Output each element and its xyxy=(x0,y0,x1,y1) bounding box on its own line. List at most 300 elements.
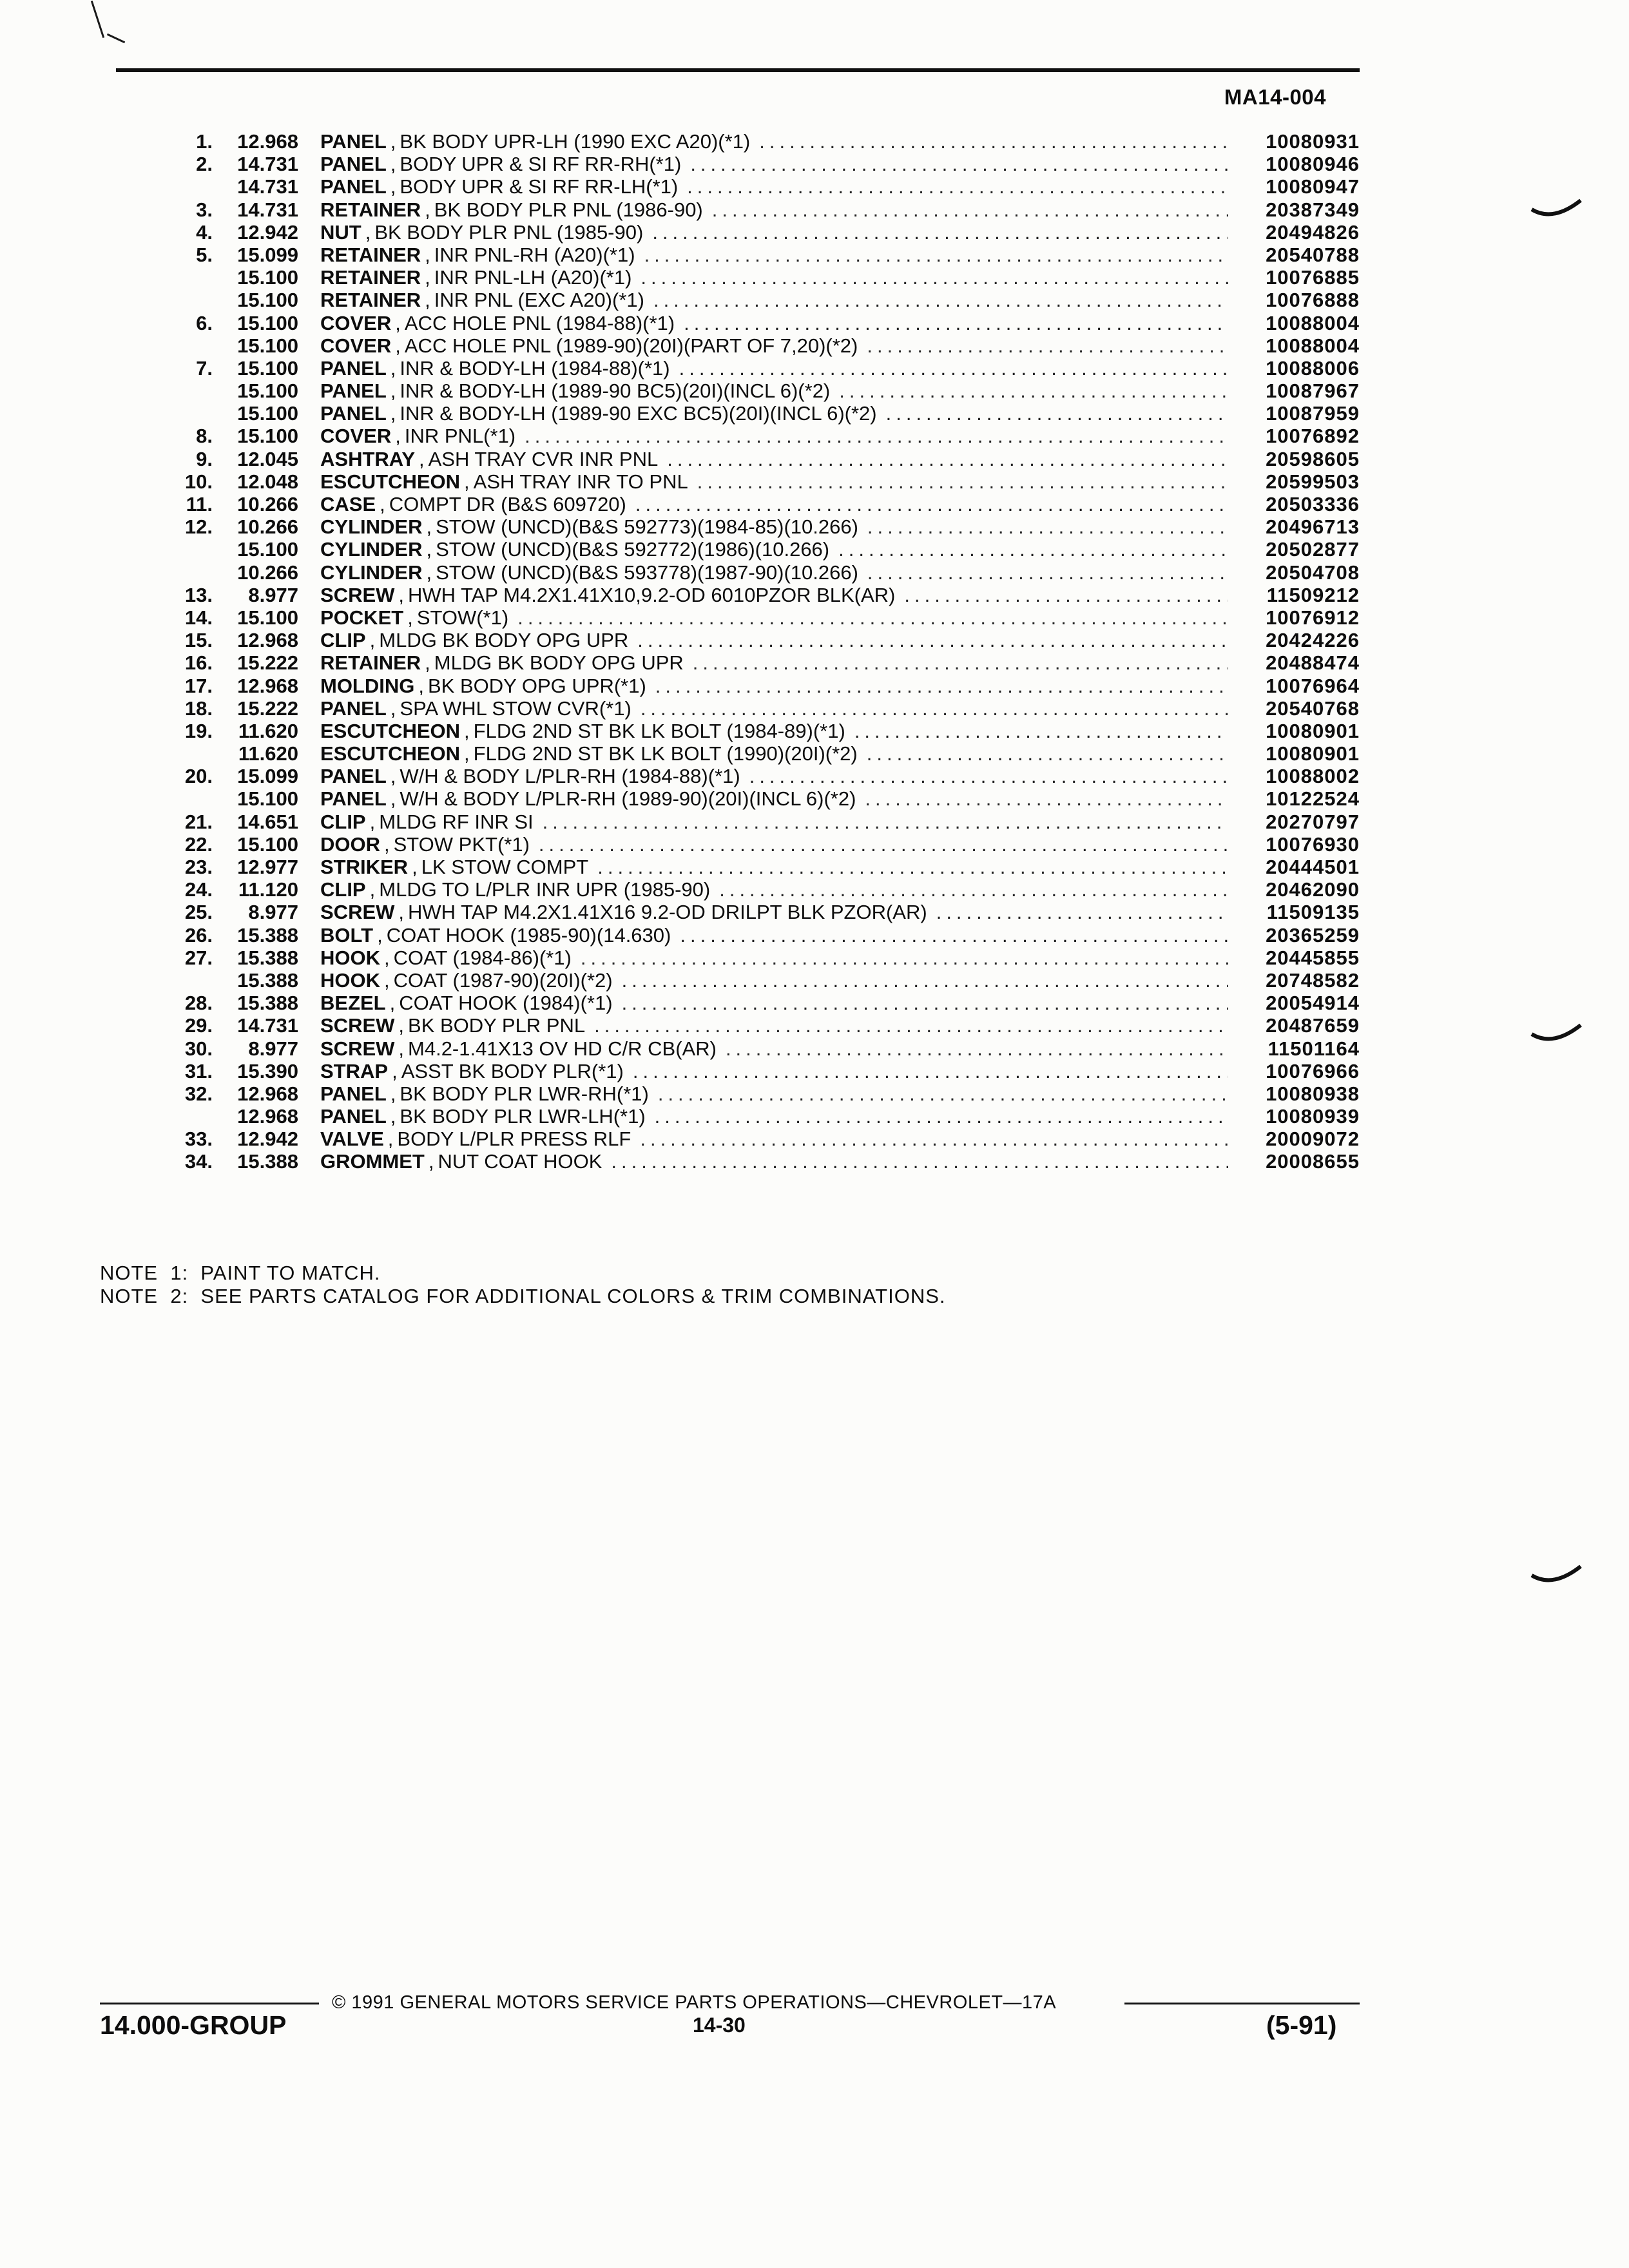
separator: , xyxy=(390,130,396,153)
group-number: 10.266 xyxy=(237,515,298,539)
dot-leader xyxy=(653,289,1228,311)
parts-row xyxy=(161,175,1360,198)
group-number: 8.977 xyxy=(248,583,298,606)
part-number: 10080931 xyxy=(1266,130,1360,153)
part-detail: BK BODY PLR PNL (1985-90) xyxy=(374,220,644,244)
ref-number: 25. xyxy=(184,901,213,924)
separator: , xyxy=(390,356,396,380)
separator: , xyxy=(390,1105,396,1128)
separator: , xyxy=(369,878,376,901)
group-number: 15.100 xyxy=(237,311,298,334)
group-number: 8.977 xyxy=(248,901,298,924)
group-number: 11.620 xyxy=(238,742,298,765)
part-name: SCREW xyxy=(320,901,395,924)
group-number: 15.100 xyxy=(237,402,298,425)
part-number: 10088004 xyxy=(1266,311,1360,334)
part-detail: STOW (UNCD)(B&S 592773)(1984-85)(10.266) xyxy=(436,515,858,539)
dot-leader xyxy=(867,561,1228,584)
parts-row xyxy=(161,198,1360,221)
dot-leader xyxy=(525,425,1228,447)
ref-number: 1. xyxy=(196,130,213,153)
group-number: 15.100 xyxy=(237,380,298,403)
part-name: PANEL xyxy=(320,1082,387,1105)
part-description xyxy=(313,175,1237,198)
part-detail: HWH TAP M4.2X1.41X10,9.2-OD 6010PZOR BLK(AR) xyxy=(408,583,896,606)
part-detail: INR PNL-LH (A20)(*1) xyxy=(434,266,632,289)
part-number: 10076930 xyxy=(1266,832,1360,856)
group-number: 15.100 xyxy=(237,832,298,856)
part-description xyxy=(313,742,1237,765)
part-description xyxy=(313,493,1237,515)
part-number: 10080901 xyxy=(1266,719,1360,742)
group-number: 12.942 xyxy=(237,220,298,244)
dot-leader xyxy=(594,1014,1228,1037)
part-detail: BK BODY PLR LWR-RH(*1) xyxy=(400,1082,649,1105)
part-detail: COAT HOOK (1985-90)(14.630) xyxy=(386,923,671,947)
footer-rule-left xyxy=(100,2003,319,2004)
part-description xyxy=(313,1082,1237,1105)
part-description xyxy=(313,266,1237,289)
ref-number: 22. xyxy=(184,832,213,856)
part-detail: NUT COAT HOOK xyxy=(438,1150,602,1173)
dot-leader xyxy=(719,878,1228,901)
separator: , xyxy=(390,765,396,788)
part-number: 20598605 xyxy=(1266,447,1360,470)
parts-row xyxy=(161,425,1360,447)
ref-number: 9. xyxy=(196,447,213,470)
part-number: 10080938 xyxy=(1266,1082,1360,1105)
ref-number: 24. xyxy=(184,878,213,901)
part-detail: FLDG 2ND ST BK LK BOLT (1984-89)(*1) xyxy=(473,719,845,742)
part-number: 10076892 xyxy=(1266,425,1360,448)
part-name: BEZEL xyxy=(320,992,386,1015)
ref-number: 17. xyxy=(184,674,213,697)
ref-number: 13. xyxy=(184,583,213,606)
part-description xyxy=(313,833,1237,856)
part-name: RETAINER xyxy=(320,266,421,289)
parts-row xyxy=(161,651,1360,674)
dot-leader xyxy=(904,584,1228,606)
parts-row xyxy=(161,1037,1360,1060)
part-name: RETAINER xyxy=(320,198,421,221)
ref-number: 32. xyxy=(184,1082,213,1105)
part-detail: COAT (1984-86)(*1) xyxy=(393,946,572,969)
part-number: 10076912 xyxy=(1266,606,1360,629)
separator: , xyxy=(390,153,396,176)
part-number: 10088002 xyxy=(1266,765,1360,788)
part-name: COVER xyxy=(320,425,392,448)
part-detail: ACC HOLE PNL (1984-88)(*1) xyxy=(404,311,675,334)
ref-number: 34. xyxy=(184,1150,213,1173)
part-number: 10087967 xyxy=(1266,380,1360,403)
part-description xyxy=(313,697,1237,720)
separator: , xyxy=(425,266,430,289)
part-number: 20387349 xyxy=(1266,198,1360,221)
part-detail: MLDG BK BODY OPG UPR xyxy=(379,629,629,652)
dot-leader xyxy=(633,1060,1228,1082)
part-name: CLIP xyxy=(320,629,366,652)
group-number: 10.266 xyxy=(237,493,298,515)
parts-row xyxy=(161,1082,1360,1105)
part-description xyxy=(313,402,1237,425)
part-name: PANEL xyxy=(320,356,387,380)
part-number: 11509212 xyxy=(1266,583,1360,606)
separator: , xyxy=(412,856,418,878)
parts-row xyxy=(161,969,1360,992)
dot-leader xyxy=(697,470,1228,493)
dot-leader xyxy=(712,198,1228,221)
dot-leader xyxy=(652,221,1228,244)
separator: , xyxy=(395,425,401,448)
page-number: 14-30 xyxy=(693,2013,746,2037)
part-detail: BODY UPR & SI RF RR-RH(*1) xyxy=(400,153,682,176)
part-detail: INR & BODY-LH (1989-90 EXC BC5)(20I)(INCL 6)(*2) xyxy=(400,402,877,425)
part-number: 20502877 xyxy=(1266,538,1360,561)
top-rule xyxy=(116,68,1360,72)
part-number: 20503336 xyxy=(1266,493,1360,515)
part-description xyxy=(313,312,1237,334)
part-name: STRAP xyxy=(320,1059,389,1082)
parts-row xyxy=(161,811,1360,833)
parts-row xyxy=(161,606,1360,629)
part-detail: STOW(*1) xyxy=(416,606,509,629)
ref-number: 10. xyxy=(184,470,213,493)
part-description xyxy=(313,244,1237,266)
part-detail: ASH TRAY INR TO PNL xyxy=(473,470,688,493)
part-description xyxy=(313,629,1237,651)
dot-leader xyxy=(867,515,1228,538)
group-number: 15.100 xyxy=(237,425,298,448)
part-detail: BK BODY PLR LWR-LH(*1) xyxy=(400,1105,646,1128)
part-description xyxy=(313,221,1237,244)
part-description xyxy=(313,334,1237,357)
part-name: ASHTRAY xyxy=(320,447,415,470)
dot-leader xyxy=(886,402,1228,425)
part-name: SCREW xyxy=(320,1037,395,1060)
part-detail: INR PNL(*1) xyxy=(404,425,516,448)
ref-number: 4. xyxy=(196,220,213,244)
notes xyxy=(100,1262,946,1308)
group-number: 15.390 xyxy=(237,1059,298,1082)
parts-row xyxy=(161,221,1360,244)
parts-row xyxy=(161,1014,1360,1037)
part-description xyxy=(313,675,1237,697)
group-number: 8.977 xyxy=(248,1037,298,1060)
part-detail: INR PNL-RH (A20)(*1) xyxy=(434,243,635,266)
dot-leader xyxy=(867,742,1228,765)
parts-row xyxy=(161,538,1360,561)
group-number: 14.731 xyxy=(237,175,298,198)
group-number: 12.968 xyxy=(237,1082,298,1105)
separator: , xyxy=(392,1059,398,1082)
part-number: 10076966 xyxy=(1266,1059,1360,1082)
dot-leader xyxy=(667,448,1228,470)
part-description xyxy=(313,515,1237,538)
parts-row xyxy=(161,787,1360,810)
part-description xyxy=(313,380,1237,402)
part-detail: MLDG TO L/PLR INR UPR (1985-90) xyxy=(379,878,711,901)
part-name: PANEL xyxy=(320,765,387,788)
parts-row xyxy=(161,312,1360,334)
scan-mark xyxy=(91,1,104,38)
dot-leader xyxy=(658,1082,1228,1105)
parts-row xyxy=(161,765,1360,787)
separator: , xyxy=(426,515,432,539)
separator: , xyxy=(398,901,405,924)
ref-number: 29. xyxy=(184,1014,213,1037)
part-number: 10080939 xyxy=(1266,1105,1360,1128)
part-description xyxy=(313,1060,1237,1082)
part-name: MOLDING xyxy=(320,674,415,697)
separator: , xyxy=(395,311,401,334)
part-name: NUT xyxy=(320,220,361,244)
part-detail: COAT HOOK (1984)(*1) xyxy=(399,992,613,1015)
parts-row xyxy=(161,266,1360,289)
group-number: 15.222 xyxy=(237,651,298,675)
part-detail: FLDG 2ND ST BK LK BOLT (1990)(20I)(*2) xyxy=(473,742,858,765)
part-description xyxy=(313,130,1237,153)
part-description xyxy=(313,856,1237,878)
group-number: 11.120 xyxy=(238,878,298,901)
part-detail: ACC HOLE PNL (1989-90)(20I)(PART OF 7,20)(*2) xyxy=(404,334,858,357)
part-description xyxy=(313,425,1237,447)
parts-row xyxy=(161,130,1360,153)
group-number: 15.222 xyxy=(237,697,298,720)
part-number: 10088006 xyxy=(1266,356,1360,380)
part-number: 10080901 xyxy=(1266,742,1360,765)
part-detail: BK BODY PLR PNL (1986-90) xyxy=(434,198,703,221)
dot-leader xyxy=(839,380,1228,402)
separator: , xyxy=(390,175,396,198)
group-number: 15.099 xyxy=(237,765,298,788)
part-number: 20496713 xyxy=(1266,515,1360,539)
dot-leader xyxy=(539,833,1228,856)
dot-leader xyxy=(693,651,1228,674)
scan-mark xyxy=(107,34,125,43)
part-name: PANEL xyxy=(320,130,387,153)
part-name: COVER xyxy=(320,334,392,357)
separator: , xyxy=(398,1014,405,1037)
group-number: 10.266 xyxy=(237,561,298,584)
part-number: 10076885 xyxy=(1266,266,1360,289)
parts-row xyxy=(161,470,1360,493)
ref-number: 23. xyxy=(184,856,213,878)
part-number: 20599503 xyxy=(1266,470,1360,493)
dot-leader xyxy=(687,175,1228,198)
dot-leader xyxy=(679,357,1228,380)
separator: , xyxy=(426,561,432,584)
separator: , xyxy=(390,380,396,403)
part-name: PANEL xyxy=(320,1105,387,1128)
dot-leader xyxy=(759,130,1228,153)
part-number: 20445855 xyxy=(1266,946,1360,969)
part-detail: W/H & BODY L/PLR-RH (1989-90)(20I)(INCL 6)(*2) xyxy=(400,787,856,811)
dot-leader xyxy=(517,606,1228,629)
group-number: 15.100 xyxy=(237,606,298,629)
part-detail: STOW (UNCD)(B&S 592772)(1986)(10.266) xyxy=(436,538,830,561)
part-number: 20444501 xyxy=(1266,856,1360,878)
ref-number: 20. xyxy=(184,765,213,788)
part-number: 10076888 xyxy=(1266,289,1360,312)
part-detail: ASST BK BODY PLR(*1) xyxy=(401,1059,624,1082)
part-description xyxy=(313,1150,1237,1173)
group-number: 15.100 xyxy=(237,787,298,811)
dot-leader xyxy=(655,675,1228,697)
part-detail: BK BODY PLR PNL xyxy=(408,1014,586,1037)
parts-row xyxy=(161,402,1360,425)
part-number: 20494826 xyxy=(1266,220,1360,244)
document-code: MA14-004 xyxy=(1224,85,1326,109)
part-number: 10080946 xyxy=(1266,153,1360,176)
separator: , xyxy=(390,697,396,720)
part-detail: STOW (UNCD)(B&S 593778)(1987-90)(10.266) xyxy=(436,561,858,584)
separator: , xyxy=(425,651,430,675)
part-description xyxy=(313,584,1237,606)
ref-number: 12. xyxy=(184,515,213,539)
parts-row xyxy=(161,1128,1360,1150)
separator: , xyxy=(390,1082,396,1105)
parts-row xyxy=(161,878,1360,901)
ref-number: 21. xyxy=(184,810,213,833)
check-mark-icon xyxy=(1530,1562,1582,1588)
part-number: 20504708 xyxy=(1266,561,1360,584)
part-detail: LK STOW COMPT xyxy=(421,856,589,878)
part-detail: M4.2-1.41X13 OV HD C/R CB(AR) xyxy=(408,1037,717,1060)
dot-leader xyxy=(644,244,1228,266)
separator: , xyxy=(369,810,376,833)
part-name: POCKET xyxy=(320,606,404,629)
group-number: 14.731 xyxy=(237,153,298,176)
part-detail: BK BODY UPR-LH (1990 EXC A20)(*1) xyxy=(400,130,751,153)
part-name: PANEL xyxy=(320,380,387,403)
part-name: BOLT xyxy=(320,923,374,947)
part-number: 10087959 xyxy=(1266,402,1360,425)
part-description xyxy=(313,606,1237,629)
part-detail: BK BODY OPG UPR(*1) xyxy=(428,674,646,697)
part-description xyxy=(313,357,1237,380)
group-number: 15.388 xyxy=(237,923,298,947)
group-number: 12.968 xyxy=(237,130,298,153)
separator: , xyxy=(395,334,401,357)
ref-number: 15. xyxy=(184,629,213,652)
part-number: 20462090 xyxy=(1266,878,1360,901)
part-description xyxy=(313,1014,1237,1037)
part-description xyxy=(313,765,1237,787)
parts-row xyxy=(161,244,1360,266)
parts-list xyxy=(161,130,1360,1173)
part-detail: INR PNL (EXC A20)(*1) xyxy=(434,289,644,312)
parts-row xyxy=(161,380,1360,402)
parts-row xyxy=(161,675,1360,697)
part-name: CYLINDER xyxy=(320,515,423,539)
separator: , xyxy=(425,289,430,312)
part-detail: COAT (1987-90)(20I)(*2) xyxy=(393,968,613,992)
dot-leader xyxy=(637,629,1228,651)
dot-leader xyxy=(655,1105,1228,1128)
dot-leader xyxy=(622,992,1228,1014)
part-name: CASE xyxy=(320,493,376,515)
parts-row xyxy=(161,629,1360,651)
separator: , xyxy=(398,1037,405,1060)
part-description xyxy=(313,992,1237,1014)
group-number: 14.651 xyxy=(237,810,298,833)
group-number: 14.731 xyxy=(237,1014,298,1037)
part-name: ESCUTCHEON xyxy=(320,742,461,765)
part-name: RETAINER xyxy=(320,243,421,266)
separator: , xyxy=(425,243,430,266)
check-mark-icon xyxy=(1530,197,1582,222)
part-name: HOOK xyxy=(320,946,380,969)
part-name: RETAINER xyxy=(320,651,421,675)
separator: , xyxy=(390,787,396,811)
part-name: CYLINDER xyxy=(320,538,423,561)
separator: , xyxy=(464,719,470,742)
part-name: PANEL xyxy=(320,153,387,176)
part-description xyxy=(313,198,1237,221)
ref-number: 30. xyxy=(184,1037,213,1060)
dot-leader xyxy=(622,969,1228,992)
dot-leader xyxy=(854,720,1228,742)
part-detail: MLDG BK BODY OPG UPR xyxy=(434,651,684,675)
group-number: 15.388 xyxy=(237,1150,298,1173)
dot-leader xyxy=(641,697,1228,720)
dot-leader xyxy=(684,312,1228,334)
group-number: 11.620 xyxy=(238,719,298,742)
part-number: 10122524 xyxy=(1266,787,1360,811)
dot-leader xyxy=(641,266,1228,289)
ref-number: 8. xyxy=(196,425,213,448)
parts-row xyxy=(161,742,1360,765)
group-number: 15.100 xyxy=(237,334,298,357)
parts-row xyxy=(161,493,1360,515)
dot-leader xyxy=(611,1150,1228,1173)
part-number: 20748582 xyxy=(1266,968,1360,992)
part-detail: SPA WHL STOW CVR(*1) xyxy=(400,697,631,720)
part-number: 20008655 xyxy=(1266,1150,1360,1173)
parts-row xyxy=(161,289,1360,311)
part-number: 20270797 xyxy=(1266,810,1360,833)
group-number: 12.968 xyxy=(237,1105,298,1128)
separator: , xyxy=(390,402,396,425)
parts-row xyxy=(161,515,1360,538)
parts-row xyxy=(161,856,1360,878)
group-number: 15.099 xyxy=(237,243,298,266)
part-description xyxy=(313,901,1237,923)
dot-leader xyxy=(680,924,1228,947)
part-description xyxy=(313,811,1237,833)
separator: , xyxy=(464,470,470,493)
group-number: 12.048 xyxy=(237,470,298,493)
group-number: 12.977 xyxy=(237,856,298,878)
part-detail: ASH TRAY CVR INR PNL xyxy=(428,447,659,470)
parts-row xyxy=(161,720,1360,742)
dot-leader xyxy=(865,787,1228,810)
note-2: NOTE 2: SEE PARTS CATALOG FOR ADDITIONAL COLORS & TRIM COMBINATIONS. xyxy=(100,1285,946,1307)
parts-row xyxy=(161,833,1360,856)
group-number: 15.388 xyxy=(237,992,298,1015)
note-1: NOTE 1: PAINT TO MATCH. xyxy=(100,1262,381,1284)
part-name: PANEL xyxy=(320,787,387,811)
ref-number: 26. xyxy=(184,923,213,947)
part-description xyxy=(313,969,1237,992)
group-number: 12.045 xyxy=(237,447,298,470)
separator: , xyxy=(419,447,425,470)
part-number: 20488474 xyxy=(1266,651,1360,675)
ref-number: 33. xyxy=(184,1128,213,1151)
ref-number: 6. xyxy=(196,311,213,334)
parts-row xyxy=(161,448,1360,470)
part-description xyxy=(313,878,1237,901)
